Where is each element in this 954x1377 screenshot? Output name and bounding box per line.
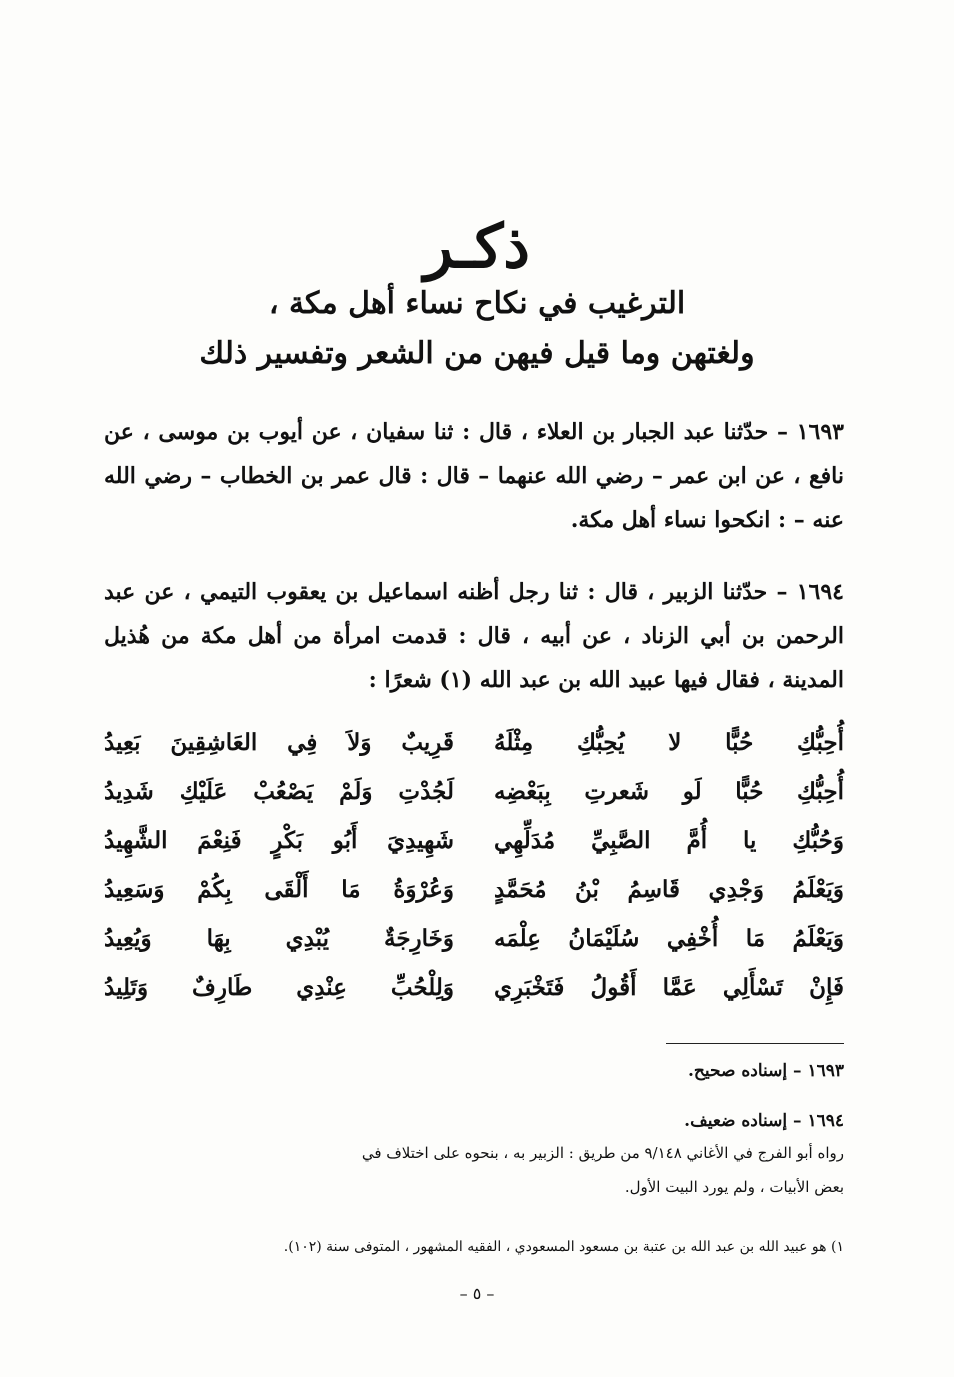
- section-title-line-1: الترغيب في نكاح نساء أهل مكة ،: [268, 286, 686, 321]
- footnote-1694-detail-line-1: رواه أبو الفرج في الأغاني ٩/١٤٨ من طريق : الزبير به ، بنحوه على اختلاف في: [361, 1144, 844, 1162]
- poem-verse: [104, 963, 844, 1012]
- footnote-note-1: ١) هو عبيد الله بن عبد الله بن عتبة بن مسعود المسعودي ، الفقيه المشهور ، المتوفى سنة (١٠٢).: [283, 1239, 844, 1255]
- verse-second-hemistich: شَهِيدِيَ أَبُو بَكْرٍ فَنِعْمَ الشَّهِيدُ: [104, 827, 454, 854]
- hadith-1693: ١٦٩٣ – حدّثنا عبد الجبار بن العلاء ، قال : ثنا سفيان ، عن أيوب بن موسى ، عن نافع ، عن ابن عمر – رضي الله عنهما – قال : قال عمر بن الخطاب – رضي الله عنه – : انكحوا نساء أهل مكة.: [104, 419, 844, 533]
- poem-verse: [104, 816, 844, 865]
- poem-verse: [104, 914, 844, 963]
- hadith-1694: ١٦٩٤ – حدّثنا الزبير ، قال : ثنا رجل أظنه اسماعيل بن يعقوب التيمي ، عن عبد الرحمن بن أبي الزناد ، عن أبيه ، قال : قدمت امرأة من أهل مكة من هُذيل المدينة ، فقال فيها عبيد الله بن عبد الله (١) شعرًا :: [104, 579, 844, 693]
- verse-first-hemistich: وَيَعْلَمُ مَا أُخْفِي سُلَيْمَانُ عِلْمَه: [494, 925, 844, 952]
- verse-first-hemistich: وَيَعْلَمُ وَجْدِي قَاسِمُ بْنُ مُحَمَّدٍ: [494, 876, 844, 903]
- poem-verse: [104, 718, 844, 767]
- verse-second-hemistich: وَلِلْحُبِّ عِنْدِي طَارِفٌ وَتَلِيدُ: [104, 974, 454, 1001]
- poem-verse: [104, 865, 844, 914]
- verse-first-hemistich: أُحِبُّكِ حُبًّا لا يُحِبُّكِ مِثْلَهُ: [494, 729, 844, 756]
- page-number: – ٥ –: [459, 1284, 495, 1303]
- poem: [104, 718, 844, 1012]
- verse-second-hemistich: قَرِيبٌ وَلاَ فِي العَاشِقِينَ بَعِيدُ: [104, 729, 454, 756]
- verse-first-hemistich: فَإِنْ تَسْأَلِي عَمَّا أَقُولُ فَتَخْبَرِي: [494, 974, 844, 1001]
- section-title-line-2: ولغتهن وما قيل فيهن من الشعر وتفسير ذلك: [199, 336, 755, 371]
- verse-second-hemistich: لَجُدْتِ وَلَمْ يَصْعُبْ عَلَيْكِ شَدِيدُ: [104, 778, 454, 805]
- footnote-1694: ١٦٩٤ – إسناده ضعيف.: [684, 1111, 844, 1131]
- verse-second-hemistich: وَخَارِجَةٌ يُبْدِي بِهَا وَيُعِيدُ: [104, 925, 454, 952]
- verse-first-hemistich: أُحِبُّكِ حُبًّا لَو شَعرتِ بِبَعْضِه: [494, 778, 844, 805]
- verse-second-hemistich: وَعُرْوَةُ مَا أَلْقَى بِكُمْ وَسَعِيدُ: [104, 876, 454, 903]
- section-heading-word: ذكـر: [424, 212, 530, 282]
- footnote-1693: ١٦٩٣ – إسناده صحيح.: [688, 1061, 844, 1081]
- footnote-separator: [666, 1043, 844, 1044]
- footnote-1694-detail-line-2: بعض الأبيات ، ولم يورد البيت الأول.: [624, 1178, 844, 1196]
- poem-verse: [104, 767, 844, 816]
- verse-first-hemistich: وَحُبُّكِ يا أُمَّ الصَّبِيِّ مُدَلِّهِي: [494, 827, 844, 854]
